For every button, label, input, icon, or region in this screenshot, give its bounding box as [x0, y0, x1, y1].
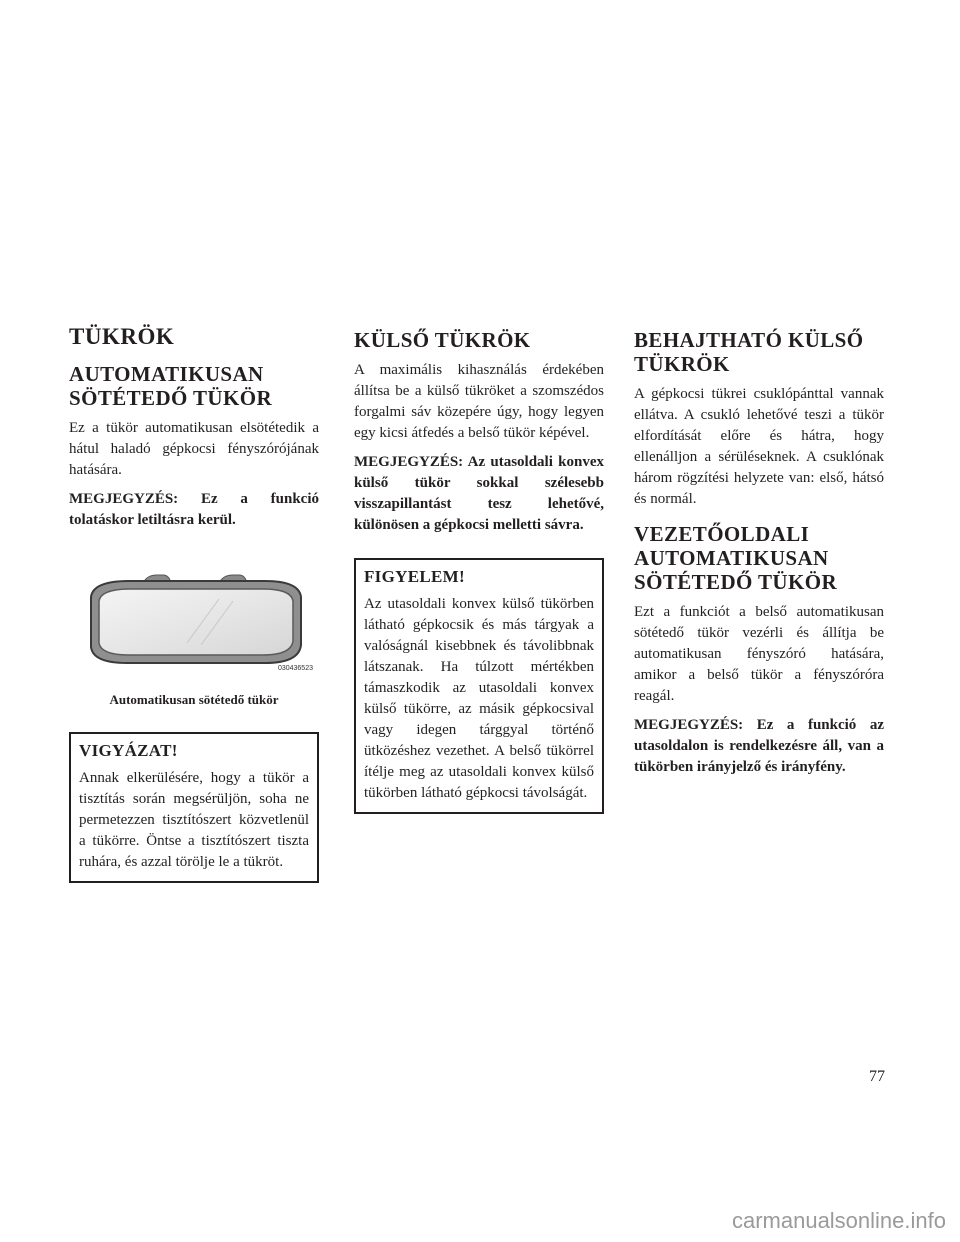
- section-title: TÜKRÖK: [69, 324, 175, 349]
- rearview-mirror-illustration: [69, 567, 319, 677]
- driver-auto-dimming-heading: VEZETŐOLDALI AUTOMATIKUSAN SÖTÉTEDŐ TÜKÖR: [634, 522, 838, 594]
- driver-auto-dimming-note: MEGJEGYZÉS: Ez a funkció az utasoldalon is rendelkezésre áll, van a tükörben irányjelző és irányfény.: [634, 717, 884, 775]
- auto-dimming-mirror-text: Ez a tükör automatikusan elsötétedik a hátul haladó gépkocsi fényszórójának hatására.: [69, 420, 319, 478]
- folding-mirrors-text: A gépkocsi tükrei csuklópánttal vannak ellátva. A csukló lehetővé teszi a tükör elfordítását előre és hátra, hogy ellenálljon a sérüléseknek. A csuklónak három rögzítési helyzete van: első, hátsó és normál.: [634, 386, 884, 507]
- auto-dimming-note: MEGJEGYZÉS: Ez a funkció tolatáskor letiltásra kerül.: [69, 491, 319, 528]
- watermark: carmanualsonline.info: [731, 1208, 946, 1233]
- outside-mirrors-note: MEGJEGYZÉS: Az utasoldali konvex külső tükör sokkal szélesebb visszapillantást tesz lehetővé, különösen a gépkocsi melletti sávra.: [354, 454, 604, 533]
- caution-text: Annak elkerülésére, hogy a tükör a tisztítás során megsérüljön, soha ne permetezzen tisztítószert közvetlenül a tükörre. Öntse a tisztítószert tiszta ruhára, és azzal törölje le a tükröt.: [79, 770, 309, 870]
- warning-box: [354, 558, 604, 814]
- caution-box: [69, 732, 319, 883]
- warning-text: Az utasoldali konvex külső tükörben látható gépkocsik és más tárgyak a valóságnál kisebbnek és távolibbnak látszanak. Ha túlzott mértékben támaszkodik az utasoldali konvex külső tükörre, az másik gépkocsival vagy idegen tárggyal történő ütközéshez vezethet. A belső tükörrel ítélje meg az utasoldali konvex külső tükörben látható gépkocsi távolságát.: [364, 596, 594, 801]
- folding-mirrors-heading: BEHAJTHATÓ KÜLSŐ TÜKRÖK: [634, 328, 864, 376]
- warning-title: FIGYELEM!: [364, 567, 465, 586]
- driver-auto-dimming-text: Ezt a funkciót a belső automatikusan sötétedő tükör vezérli és állítja be automatikusan fényszóró hatására, amikor a belső tükör a fényszóróra reagál.: [634, 604, 884, 704]
- outside-mirrors-text: A maximális kihasználás érdekében állítsa be a külső tükröket a szomszédos forgalmi sáv közepére úgy, hogy legyen egy kicsi átfedés a belső tükör képével.: [354, 362, 604, 441]
- outside-mirrors-heading: KÜLSŐ TÜKRÖK: [354, 328, 531, 352]
- rearview-mirror-figure: [69, 567, 319, 677]
- figure-code: 030436523: [277, 665, 313, 672]
- column-right: [634, 322, 884, 786]
- column-middle: [354, 322, 604, 814]
- figure-caption: Automatikusan sötétedő tükör: [109, 692, 279, 707]
- caution-title: VIGYÁZAT!: [79, 741, 178, 760]
- auto-dimming-mirror-heading: AUTOMATIKUSAN SÖTÉTEDŐ TÜKÖR: [69, 362, 273, 410]
- page-number: 77: [869, 1068, 885, 1085]
- column-left: [69, 322, 319, 883]
